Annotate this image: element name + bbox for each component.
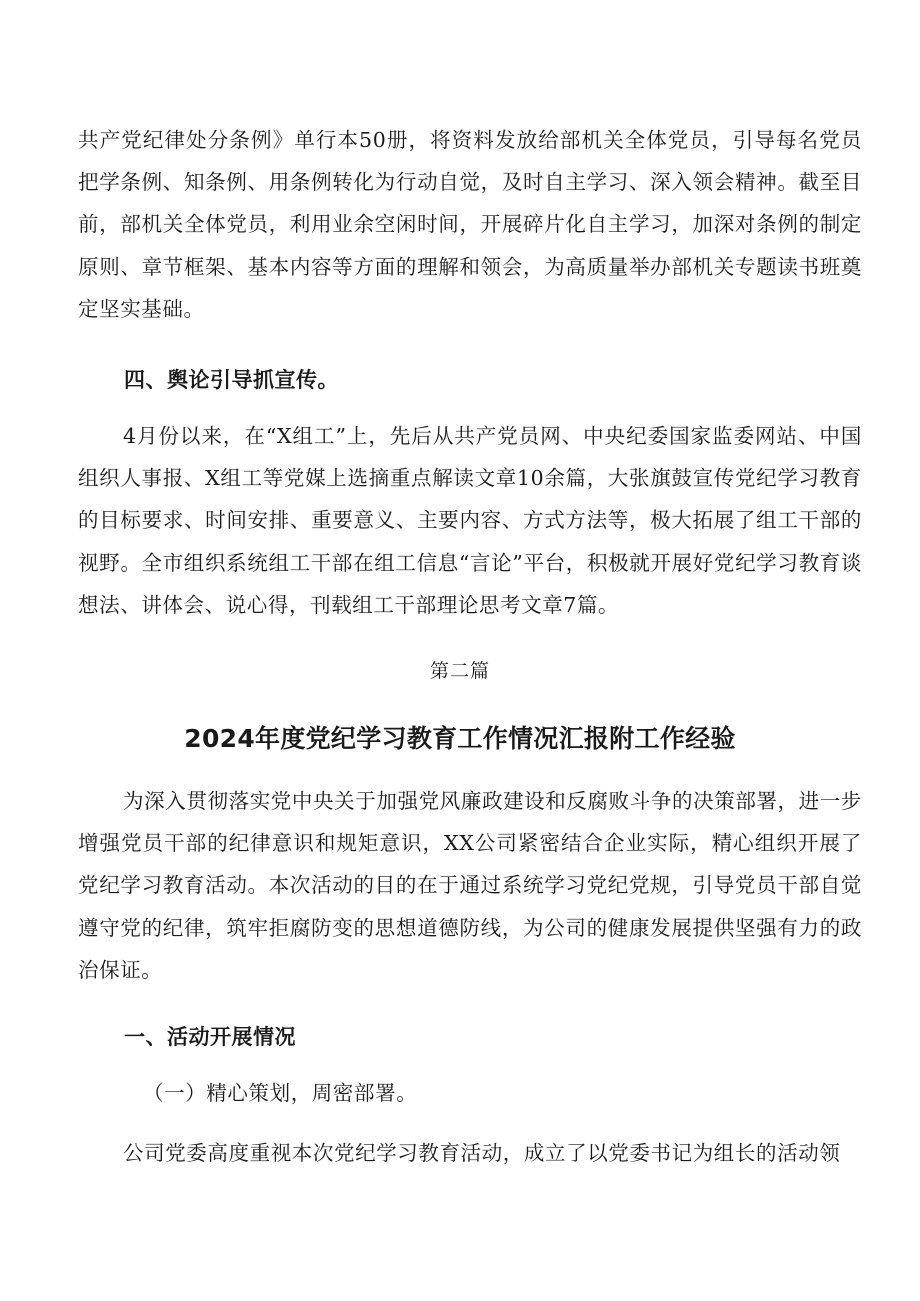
paragraph-introduction: 为深入贯彻落实党中央关于加强党风廉政建设和反腐败斗争的决策部署，进一步增强党员干部的纪律意识和规矩意识，XX公司紧密结合企业实际，精心组织开展了党纪学习教育活动。本次活动的目的在于通过系统学习党纪党规，引导党员干部自觉遵守党的纪律，筑牢拒腐防变的思想道德防线，为公司的健康发展提供坚强有力的政治保证。: [78, 789, 862, 982]
heading-activity-overview: 一、活动开展情况: [124, 1025, 296, 1049]
paragraph-party-committee: 公司党委高度重视本次党纪学习教育活动，成立了以党委书记为组长的活动领: [123, 1141, 841, 1165]
paragraph-publicity: 4月份以来，在“X组工”上，先后从共产党员网、中央纪委国家监委网站、中国组织人事报、X组工等党媒上选摘重点解读文章10余篇，大张旗鼓宣传党纪学习教育的目标要求、时间安排、重要意义、主要内容、方式方法等，极大拓展了组工干部的视野。全市组织系统组工干部在组工信息“言论”平台，积极就开展好党纪学习教育谈想法、讲体会、说心得，刊载组工干部理论思考文章7篇。: [78, 424, 862, 617]
document-title: 2024年度党纪学习教育工作情况汇报附工作经验: [184, 724, 736, 753]
subheading-planning: （一）精心策划，周密部署。: [143, 1081, 418, 1105]
heading-public-opinion: 四、舆论引导抓宣传。: [124, 368, 339, 392]
section-label: 第二篇: [429, 660, 490, 682]
paragraph-regulations-study: 共产党纪律处分条例》单行本50册，将资料发放给部机关全体党员，引导每名党员把学条例、知条例、用条例转化为行动自觉，及时自主学习、深入领会精神。截至目前，部机关全体党员，利用业余空闲时间，开展碎片化自主学习，加深对条例的制定原则、章节框架、基本内容等方面的理解和领会，为高质量举办部机关专题读书班奠定坚实基础。: [78, 128, 862, 321]
